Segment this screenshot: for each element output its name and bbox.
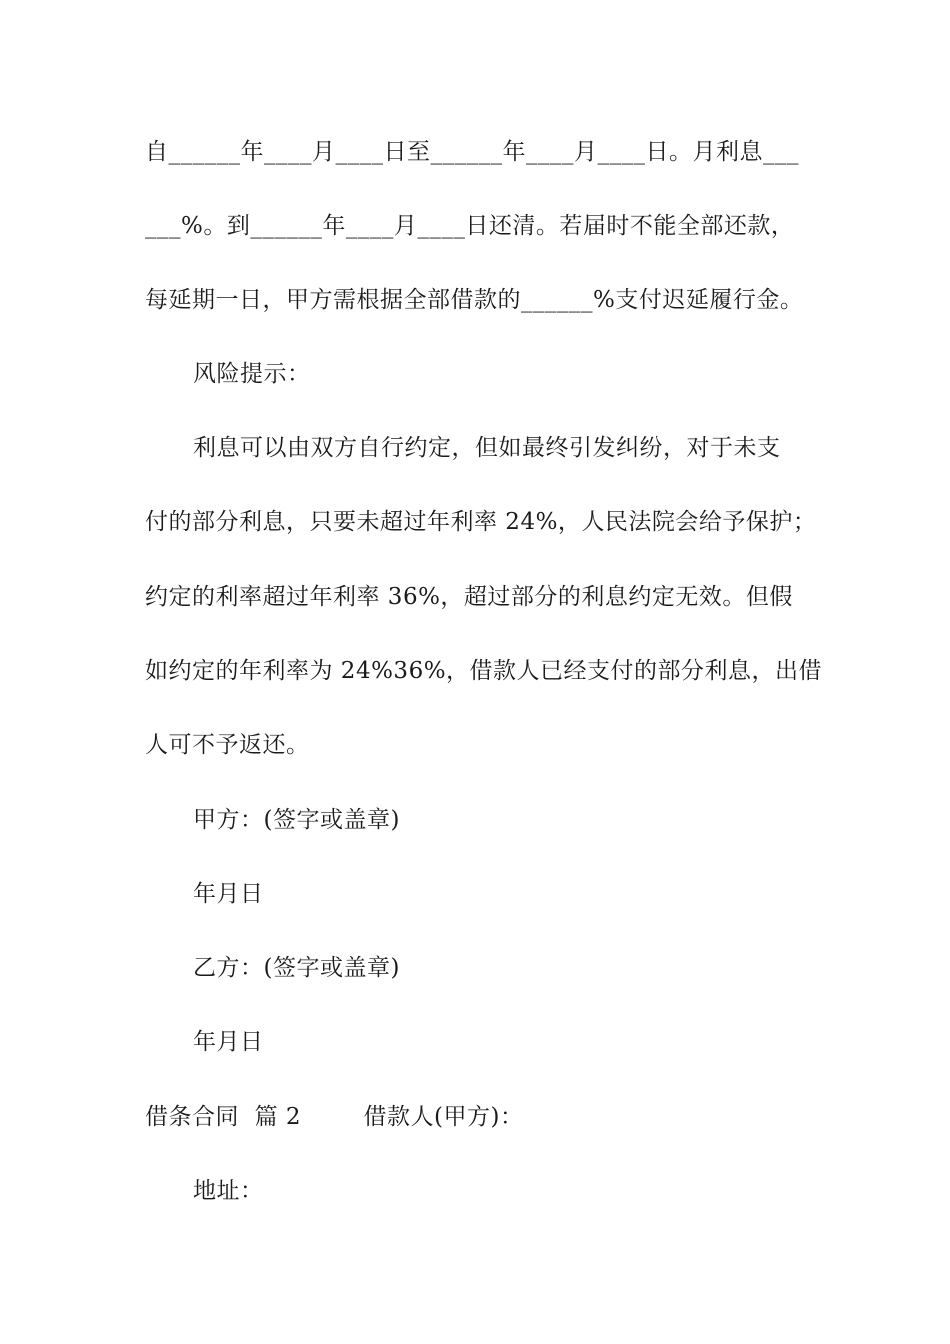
clause-late-fee-line: 每延期一日，甲方需根据全部借款的______%支付迟延履行金。 [145,287,804,313]
party-a-signature-line: 甲方：(签字或盖章) [193,807,400,833]
party-a-date-line: 年月日 [193,881,264,907]
party-b-date-line: 年月日 [193,1029,264,1055]
party-b-signature-line: 乙方：(签字或盖章) [193,955,400,981]
risk-notice-paragraph-line-2: 付的部分利息，只要未超过年利率 24%，人民法院会给予保护； [145,509,817,535]
address-label: 地址： [193,1178,264,1204]
risk-notice-paragraph-line-1: 利息可以由双方自行约定，但如最终引发纠纷，对于未支 [193,435,781,461]
risk-notice-paragraph-line-5: 人可不予返还。 [145,732,310,758]
clause-loan-period-line: 自______年____月____日至______年____月____日。月利息___ [145,139,799,165]
risk-notice-paragraph-line-3: 约定的利率超过年利率 36%，超过部分的利息约定无效。但假 [145,584,793,610]
section-heading-contract-2: 借条合同 篇 2 借款人(甲方)： [145,1104,524,1130]
risk-notice-paragraph-line-4: 如约定的年利率为 24%36%，借款人已经支付的部分利息，出借 [145,658,823,684]
clause-repayment-line: ___%。到______年____月____日还清。若届时不能全部还款， [145,213,795,239]
risk-notice-heading: 风险提示： [193,361,311,387]
